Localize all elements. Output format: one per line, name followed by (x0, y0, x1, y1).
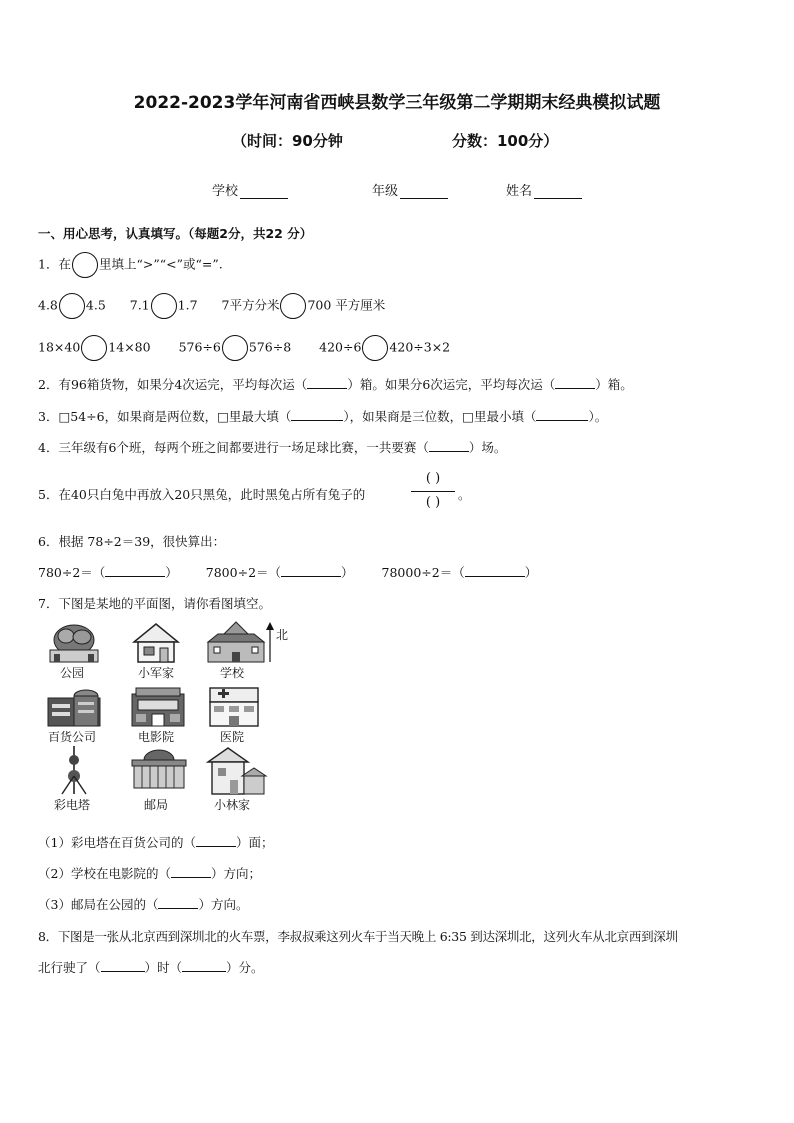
q8-text-a: 北行驶了（ (38, 960, 101, 975)
q7-sub2-b: ）方向； (210, 866, 261, 881)
answer-blank[interactable] (307, 377, 347, 389)
name-blank[interactable] (534, 186, 582, 199)
question-6-items (38, 563, 537, 581)
fraction-numerator[interactable]: ( ) (425, 471, 441, 486)
school-blank[interactable] (240, 186, 288, 199)
place-label-post-office: 邮局 (143, 798, 168, 812)
map-cell-hospital (196, 684, 268, 744)
map-cell-post-office (120, 746, 192, 812)
answer-blank[interactable] (196, 835, 236, 847)
q6-item: 78000÷2＝（ (381, 565, 465, 580)
q1-expr: 576÷6 (178, 339, 221, 355)
cinema-icon (128, 684, 188, 730)
answer-blank[interactable] (158, 897, 198, 909)
map-cell-school (196, 620, 268, 680)
map-cell-tv-tower (36, 746, 108, 812)
q2-text-b: ）箱。如果分6次运完，平均每次运（ (347, 377, 556, 392)
school-field[interactable] (212, 180, 288, 199)
q1-expr: 18×40 (38, 339, 81, 355)
answer-circle[interactable] (151, 293, 177, 319)
question-7-sub-2 (38, 864, 261, 882)
q1-expr: 4.8 (38, 297, 58, 313)
question-8-line-2 (38, 958, 264, 976)
q7-sub3-b: ）方向。 (198, 897, 249, 912)
q1-expr: 576÷8 (248, 339, 292, 355)
answer-circle[interactable] (81, 335, 107, 361)
q7-sub1-b: ）面； (235, 835, 274, 850)
place-label-cinema: 电影院 (137, 730, 174, 744)
map-cell-department-store (36, 684, 108, 744)
question-6-stem: 6．根据 78÷2＝39，很快算出： (38, 534, 226, 549)
house-icon (128, 620, 184, 666)
answer-blank[interactable] (291, 409, 343, 421)
name-label: 姓名 (506, 184, 533, 199)
park-icon (44, 620, 104, 666)
q1-expr: 700 平方厘米 (307, 297, 386, 313)
tv-tower-icon (44, 746, 104, 796)
answer-blank[interactable] (555, 377, 595, 389)
question-2 (38, 375, 633, 393)
q1-expr: 7平方分米 (221, 297, 280, 313)
grade-label: 年级 (372, 184, 399, 199)
q6-item: 7800÷2＝（ (205, 565, 282, 580)
grade-blank[interactable] (400, 186, 448, 199)
name-field[interactable] (506, 180, 582, 199)
answer-blank[interactable] (429, 440, 469, 452)
place-label-tv-tower: 彩电塔 (53, 798, 90, 812)
q7-sub3-a: （3）邮局在公园的（ (38, 897, 159, 912)
q6-close: ） (524, 565, 538, 580)
place-label-department-store: 百货公司 (47, 730, 96, 744)
answer-circle[interactable] (59, 293, 85, 319)
fraction-answer[interactable] (411, 469, 455, 515)
exam-time: （时间：90分钟 (232, 132, 343, 150)
exam-score: 分数：100分） (452, 132, 559, 150)
q3-text-b: ），如果商是三位数，□里最小填（ (343, 409, 537, 424)
place-label-school: 学校 (219, 666, 244, 680)
map-cell-xiaolin-home (196, 746, 268, 812)
answer-blank[interactable] (105, 565, 165, 577)
answer-blank[interactable] (171, 866, 211, 878)
place-label-xiaojun-home: 小军家 (137, 666, 174, 680)
q2-text-c: ）箱。 (595, 377, 633, 392)
q1-expr: 420÷6 (319, 339, 362, 355)
question-7-sub-3 (38, 895, 248, 913)
map-cell-xiaojun-home (120, 620, 192, 680)
q4-text-a: 4．三年级有6个班，每两个班之间都要进行一场足球比赛，一共要赛（ (38, 440, 429, 455)
question-8-line-1: 8．下图是一张从北京西到深圳北的火车票，李叔叔乘这列火车于当天晚上 6:35 到达深圳北，这列火车从北京西到深圳 (38, 929, 678, 944)
q7-sub2-a: （2）学校在电影院的（ (38, 866, 171, 881)
answer-blank[interactable] (281, 565, 341, 577)
q4-text-b: ）场。 (468, 440, 507, 455)
q5-text-a: 5．在40只白兔中再放入20只黑兔，此时黑兔占所有兔子的 (38, 487, 366, 502)
page-title: 2022-2023学年河南省西峡县数学三年级第二学期期末经典模拟试题 (133, 93, 661, 113)
fraction-denominator[interactable]: ( ) (425, 495, 441, 510)
q6-item: 780÷2＝（ (38, 565, 106, 580)
q6-close: ） (165, 565, 178, 580)
section-1-heading: 一、用心思考，认真填写。（每题2分，共22 分） (38, 226, 313, 241)
answer-blank[interactable] (536, 409, 588, 421)
q8-text-c: ）分。 (226, 960, 264, 975)
q2-text-a: 2．有96箱货物，如果分4次运完，平均每次运（ (38, 377, 308, 392)
question-5 (38, 485, 365, 503)
q1-stem-a: 1．在 (38, 256, 71, 272)
question-1-row-2 (38, 335, 450, 361)
place-label-hospital: 医院 (219, 730, 244, 744)
question-1-row-1 (38, 293, 385, 319)
compare-circle (72, 252, 98, 278)
north-indicator (264, 622, 289, 666)
answer-blank[interactable] (465, 565, 525, 577)
map-cell-park (36, 620, 108, 680)
q6-close: ） (341, 565, 354, 580)
grade-field[interactable] (372, 180, 448, 199)
q3-text-c: ）。 (588, 409, 608, 424)
question-7-sub-1 (38, 833, 273, 851)
question-1-stem (38, 252, 223, 278)
school-icon (204, 620, 268, 666)
question-4 (38, 438, 506, 456)
hospital-icon (204, 684, 264, 730)
q7-sub1-a: （1）彩电塔在百货公司的（ (38, 835, 196, 850)
q1-stem-b: 里填上“>”“<”或“=”. (98, 256, 223, 272)
q3-text-a: 3．□54÷6，如果商是两位数，□里最大填（ (38, 409, 292, 424)
plan-map (36, 620, 296, 820)
q1-expr: 14×80 (108, 339, 151, 355)
house-icon (204, 746, 268, 796)
place-label-park: 公园 (59, 666, 84, 680)
question-7-stem: 7．下图是某地的平面图，请你看图填空。 (38, 596, 271, 611)
answer-circle[interactable] (280, 293, 306, 319)
map-cell-cinema (120, 684, 192, 744)
q1-expr: 7.1 (129, 297, 150, 313)
q1-expr: 1.7 (177, 297, 198, 313)
q1-expr: 4.5 (85, 297, 106, 313)
north-arrow-icon (264, 622, 276, 662)
answer-circle[interactable] (362, 335, 388, 361)
answer-circle[interactable] (222, 335, 248, 361)
q8-text-b: ）时（ (144, 960, 183, 975)
q5-end: 。 (458, 487, 471, 502)
north-label: 北 (276, 628, 289, 642)
school-label: 学校 (212, 184, 239, 199)
answer-blank[interactable] (182, 960, 226, 972)
answer-blank[interactable] (101, 960, 145, 972)
fraction-bar (411, 491, 455, 492)
department-store-icon (44, 684, 104, 730)
place-label-xiaolin-home: 小林家 (213, 798, 250, 812)
q1-expr: 420÷3×2 (389, 339, 451, 355)
post-office-icon (128, 746, 190, 792)
question-3 (38, 407, 607, 425)
